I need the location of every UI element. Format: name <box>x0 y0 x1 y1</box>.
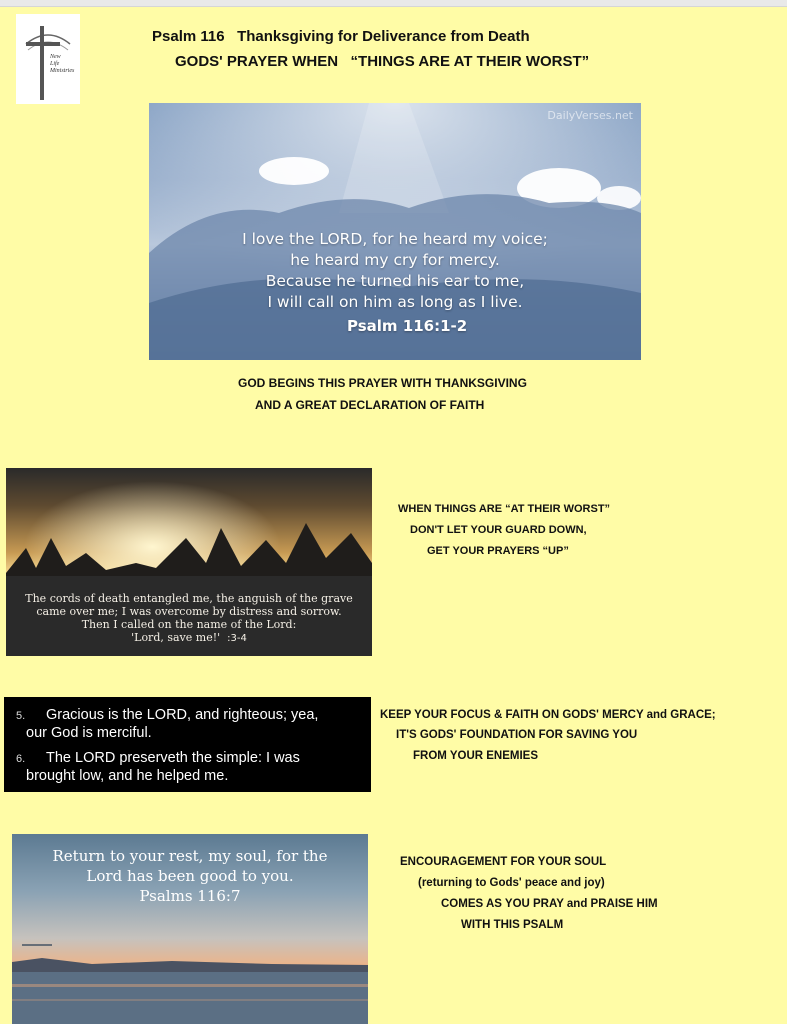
verse-number: 5. <box>16 710 26 722</box>
caption-line: KEEP YOUR FOCUS & FAITH ON GODS' MERCY and GRACE; <box>380 709 716 721</box>
page-title: Psalm 116 Thanksgiving for Deliverance from Death <box>152 28 530 45</box>
verse-image-psalm-116-3-4 <box>6 468 372 656</box>
caption-line: GOD BEGINS THIS PRAYER WITH THANKSGIVING <box>238 376 527 390</box>
logo-text-line: Life <box>50 61 60 67</box>
verse-reference: Psalms 116:7 <box>139 887 241 905</box>
verse-line: I love the LORD, for he heard my voice; <box>242 230 548 248</box>
verse-image-psalm-116-1-2 <box>149 103 641 360</box>
verse-number: 6. <box>16 753 26 765</box>
verse-line: The cords of death entangled me, the anguish of the grave <box>25 592 353 605</box>
verse-reference: :3-4 <box>227 633 247 644</box>
watermark: DailyVerses.net <box>547 109 633 122</box>
verse-line-text: 'Lord, save me!' <box>131 631 221 644</box>
verse-line: Because he turned his ear to me, <box>265 272 525 290</box>
logo-text-line: New <box>50 54 61 60</box>
logo-text-line: Ministries <box>50 68 75 74</box>
verse-line: came over me; I was overcome by distress and sorrow. <box>36 605 342 618</box>
caption-line: AND A GREAT DECLARATION OF FAITH <box>255 398 485 412</box>
page-subtitle: GODS' PRAYER WHEN “THINGS ARE AT THEIR WORST” <box>175 53 590 70</box>
verse-line: The LORD preserveth the simple: I was <box>46 750 300 766</box>
caption-line: GET YOUR PRAYERS “UP” <box>427 545 569 557</box>
verse-line: Return to your rest, my soul, for the <box>52 847 328 865</box>
browser-top-bar <box>0 0 787 7</box>
caption-line: WHEN THINGS ARE “AT THEIR WORST” <box>398 503 611 515</box>
verse-line: he heard my cry for mercy. <box>290 251 500 269</box>
caption-line: FROM YOUR ENEMIES <box>413 750 539 762</box>
caption-line: WITH THIS PSALM <box>461 919 564 931</box>
verse-line <box>6 631 372 645</box>
verse-line: brought low, and he helped me. <box>26 768 229 784</box>
caption-line: IT'S GODS' FOUNDATION FOR SAVING YOU <box>396 729 638 741</box>
caption-line: DON'T LET YOUR GUARD DOWN, <box>410 524 587 536</box>
verse-line: Then I called on the name of the Lord: <box>81 618 297 631</box>
verse-line: our God is merciful. <box>26 725 152 741</box>
verse-line: Gracious is the LORD, and righteous; yea, <box>46 707 319 723</box>
verse-reference: Psalm 116:1-2 <box>347 317 468 335</box>
verse-text <box>149 229 641 313</box>
caption-line: ENCOURAGEMENT FOR YOUR SOUL <box>400 856 607 868</box>
verse-text <box>12 846 368 906</box>
ministry-logo <box>16 14 80 104</box>
verse-image-psalm-116-5-6 <box>4 697 371 792</box>
verse-text <box>6 592 372 645</box>
verse-line: Lord has been good to you. <box>86 867 294 885</box>
caption-line: (returning to Gods' peace and joy) <box>418 877 605 889</box>
verse-image-psalm-116-7 <box>12 834 368 1024</box>
logo-text <box>50 54 74 75</box>
verse-line: I will call on him as long as I live. <box>267 293 523 311</box>
caption-line: COMES AS YOU PRAY and PRAISE HIM <box>441 898 658 910</box>
